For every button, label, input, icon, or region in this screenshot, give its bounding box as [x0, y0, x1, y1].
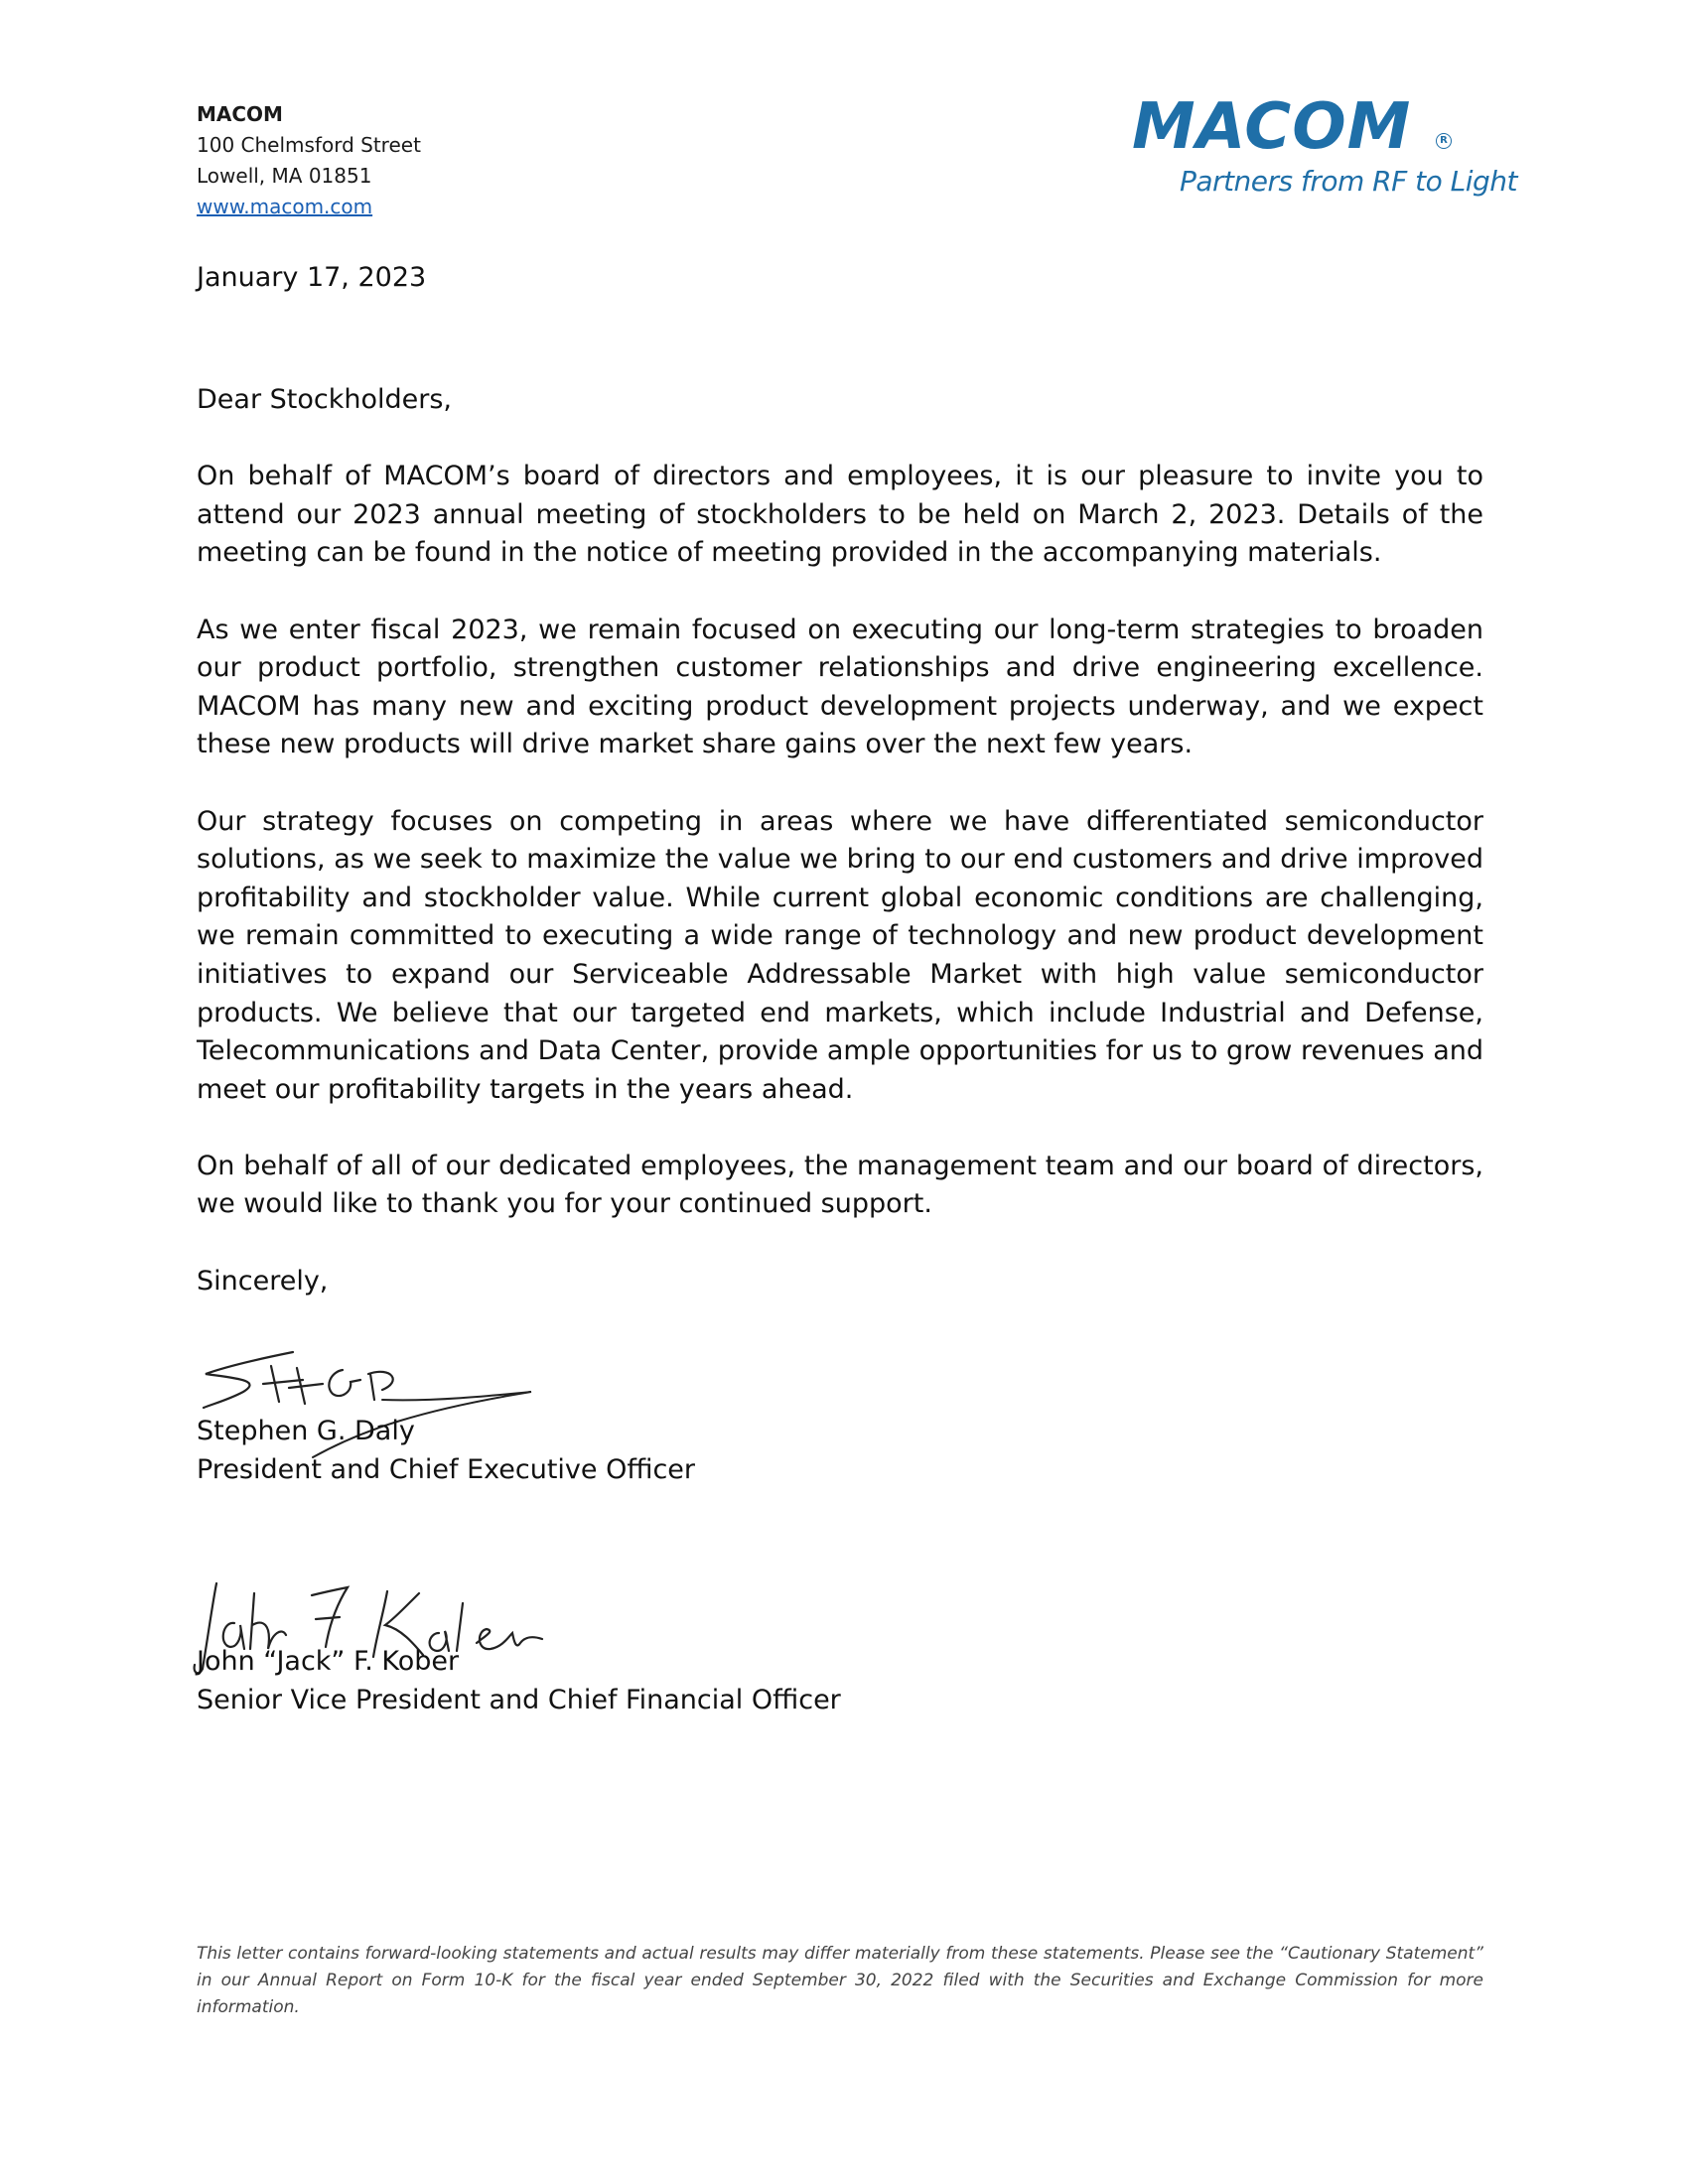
forward-looking-disclaimer: This letter contains forward-looking statements and actual results may differ materially from these statements. Please see the “Cautionary Statement” in our Annual Report on Form 10-K for the fiscal year ended September 30, 2022 filed with the Securities and Exchange Commission for more information. [197, 1944, 1483, 2017]
logo-wordmark: MACOM [1132, 90, 1412, 164]
sender-address [197, 99, 421, 222]
signatory-name: John “Jack” F. Kober [197, 1646, 460, 1677]
body-paragraph: On behalf of all of our dedicated employees, the management team and our board of directors, we would like to thank you for your continued support. [197, 1150, 1483, 1220]
salutation: Dear Stockholders, [197, 384, 452, 415]
letter-body [197, 381, 1483, 1263]
body-paragraph: On behalf of MACOM’s board of directors and employees, it is our pleasure to invite you to attend our 2023 annual meeting of stockholders to be held on March 2, 2023. Details of the meeting can be found in the notice of meeting provided in the accompanying materials. [197, 461, 1483, 569]
signatory-title: Senior Vice President and Chief Financial Officer [197, 1684, 841, 1715]
signatory-ceo [197, 1413, 695, 1489]
body-paragraph: As we enter fiscal 2023, we remain focused on executing our long-term strategies to broaden our product portfolio, strengthen customer relationships and drive engineering excellence. MACOM has many new and exciting product development projects underway, and we expect these new products will drive market share gains over the next few years. [197, 614, 1483, 760]
closing: Sincerely, [197, 1266, 329, 1297]
website-link[interactable]: www.macom.com [197, 195, 373, 218]
sender-company: MACOM [197, 102, 283, 126]
signatory-name: Stephen G. Daly [197, 1416, 415, 1446]
company-logo [1132, 91, 1529, 210]
signatory-cfo [197, 1643, 841, 1719]
sender-city: Lowell, MA 01851 [197, 164, 372, 188]
sender-street: 100 Chelmsford Street [197, 133, 421, 157]
body-paragraph: Our strategy focuses on competing in areas where we have differentiated semiconductor solutions, as we seek to maximize the value we bring to our end customers and drive improved profitability and stockholder value. While current global economic conditions are challenging, we remain committed to executing a wide range of technology and new product development initiatives to expand our Serviceable Addressable Market with high value semiconductor products. We believe that our targeted end markets, which include Industrial and Defense, Telecommunications and Data Center, provide ample opportunities for us to grow revenues and meet our profitability targets in the years ahead. [197, 805, 1483, 1105]
logo-tagline: Partners from RF to Light [1180, 165, 1518, 198]
letter-date: January 17, 2023 [197, 262, 427, 293]
signatory-title: President and Chief Executive Officer [197, 1453, 696, 1485]
registered-mark-icon: R [1436, 133, 1452, 149]
